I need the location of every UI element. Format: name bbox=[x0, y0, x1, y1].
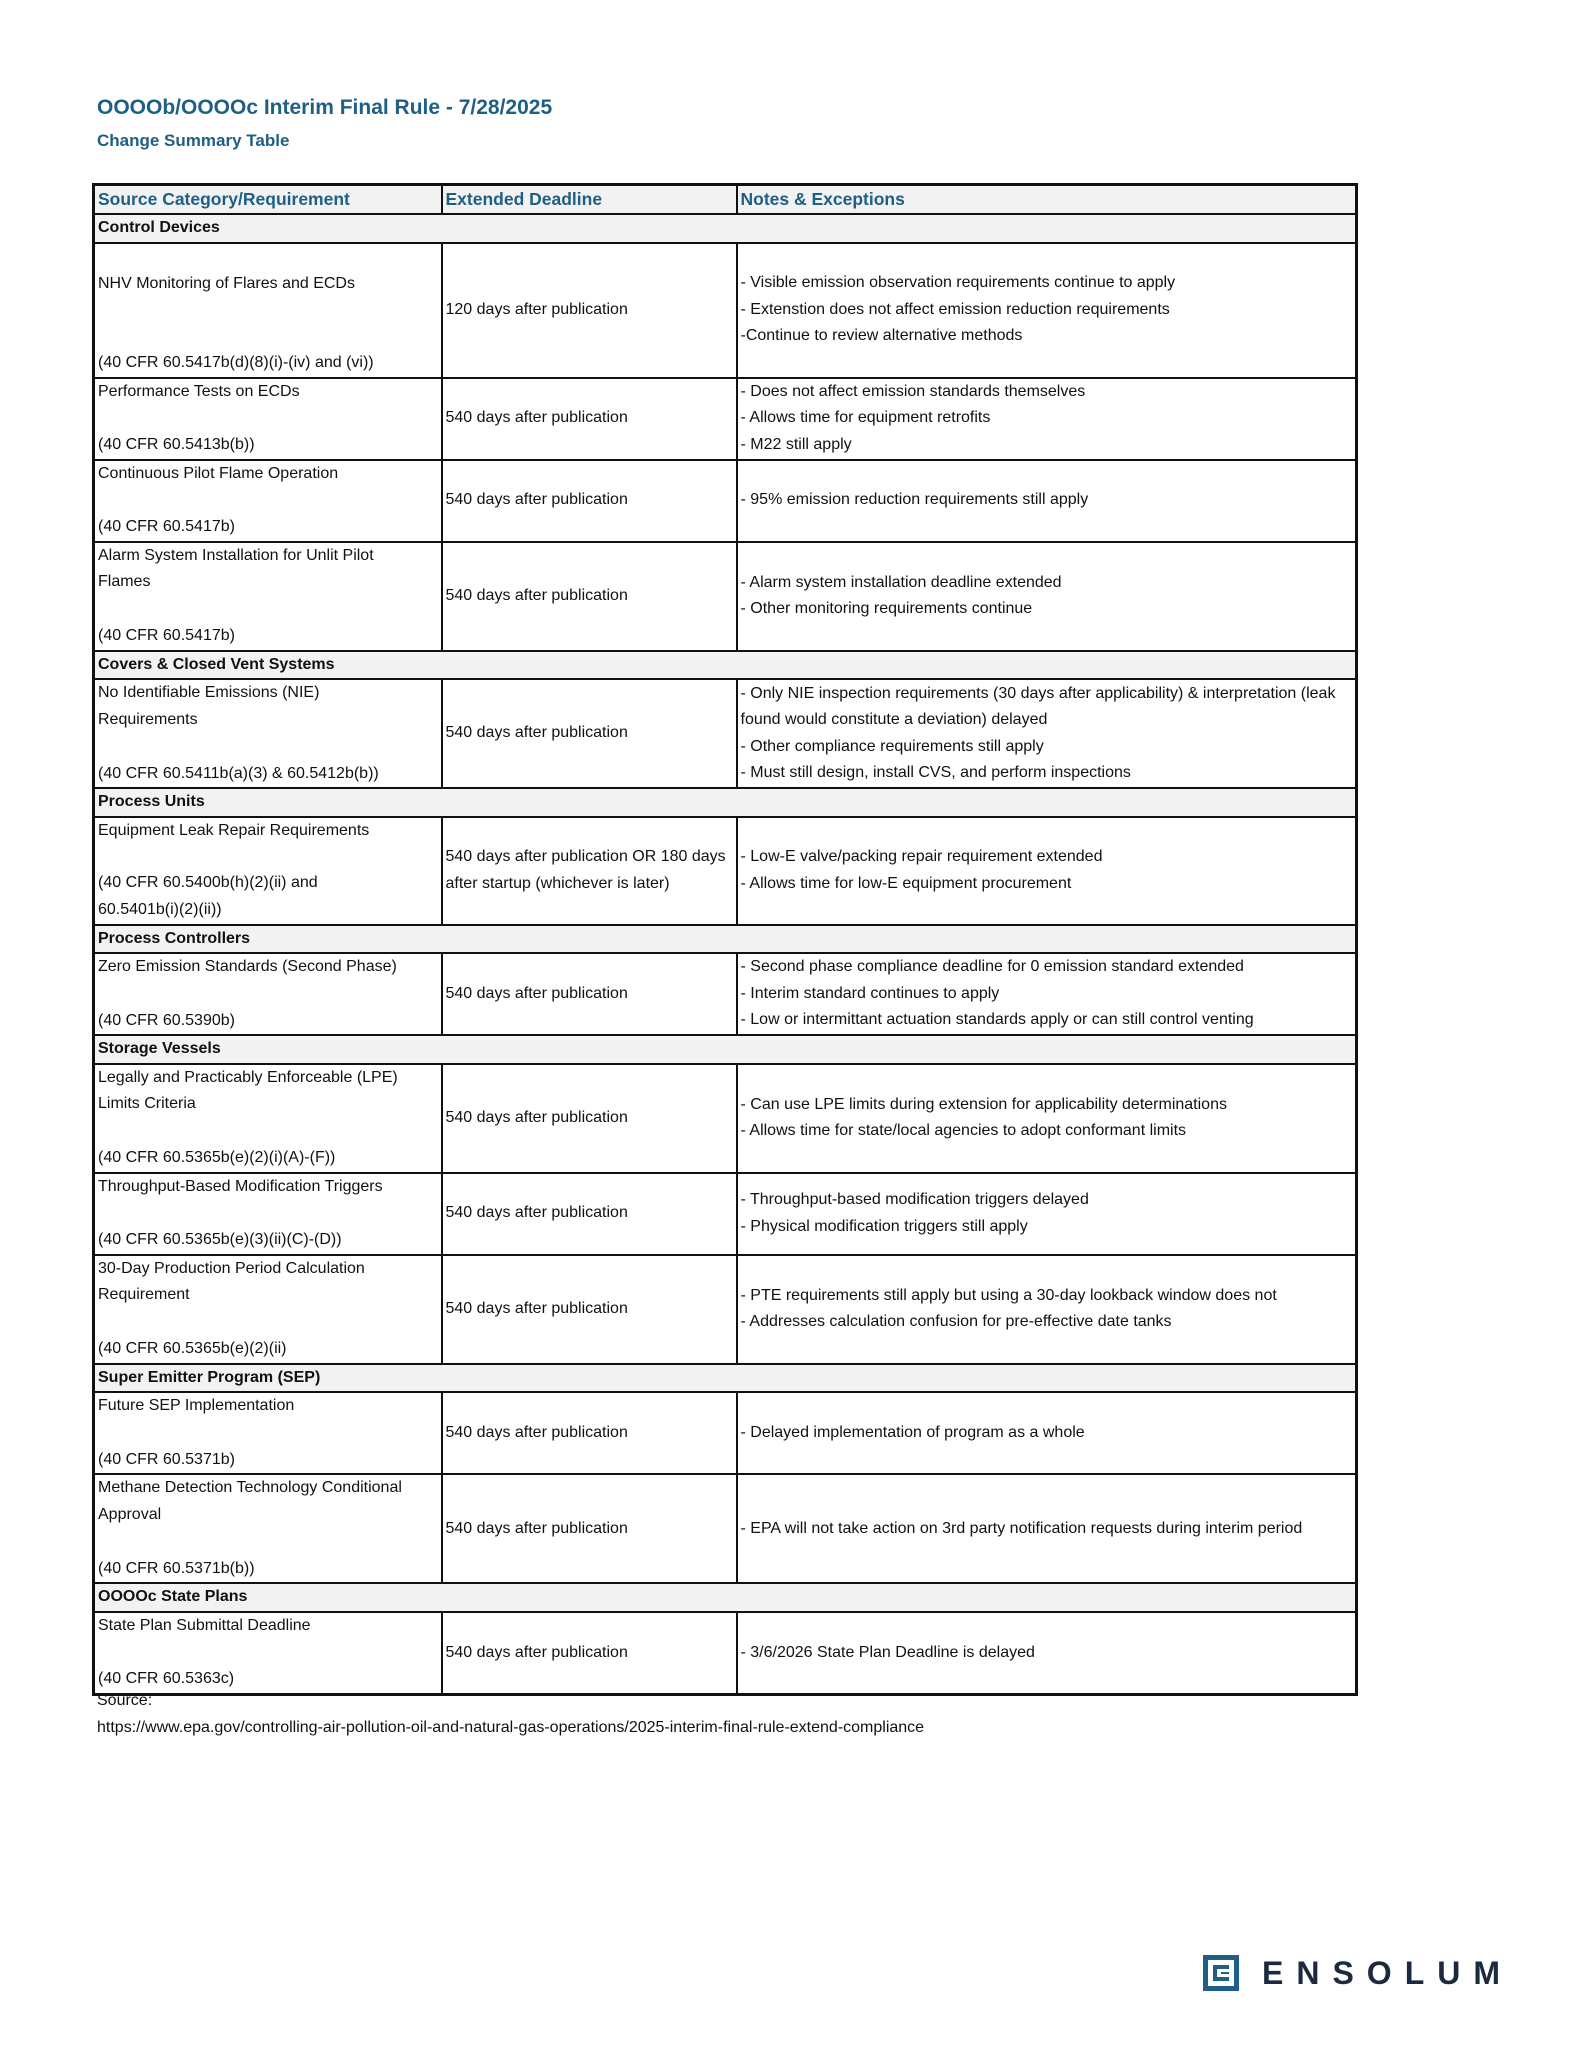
ensolum-logo-icon bbox=[1200, 1952, 1242, 1994]
section-title: OOOOc State Plans bbox=[94, 1583, 1357, 1612]
requirement-name: Legally and Practicably Enforceable (LPE) Limits Criteria bbox=[98, 1068, 398, 1113]
note-line: - PTE requirements still apply but using a 30-day lookback window does not bbox=[740, 1286, 1277, 1304]
header-source-category: Source Category/Requirement bbox=[94, 185, 442, 215]
note-line: - Second phase compliance deadline for 0 emission standard extended bbox=[740, 958, 1244, 976]
page-subtitle: Change Summary Table bbox=[97, 131, 290, 150]
table-row bbox=[94, 542, 1357, 651]
section-row bbox=[94, 788, 1357, 817]
deadline-cell: 540 days after publication bbox=[442, 1064, 737, 1173]
note-line: - Interim standard continues to apply bbox=[740, 984, 1000, 1002]
requirement-cell bbox=[94, 817, 442, 925]
cfr-citation: (40 CFR 60.5390b) bbox=[98, 1011, 235, 1029]
requirement-cell bbox=[94, 1255, 442, 1364]
requirement-name: Methane Detection Technology Conditional Approval bbox=[98, 1479, 402, 1523]
note-line: - Allows time for low-E equipment procurement bbox=[740, 874, 1072, 892]
requirement-cell bbox=[94, 542, 442, 651]
note-line: - Allows time for state/local agencies to adopt conformant limits bbox=[740, 1122, 1187, 1140]
section-row bbox=[94, 214, 1357, 243]
requirement-name: No Identifiable Emissions (NIE) Requirements bbox=[98, 684, 320, 728]
cfr-citation: (40 CFR 60.5417b) bbox=[98, 627, 235, 644]
notes-cell bbox=[737, 1255, 1357, 1364]
table-row bbox=[94, 953, 1357, 1035]
requirement-name: Performance Tests on ECDs bbox=[98, 382, 300, 400]
notes-cell bbox=[737, 817, 1357, 925]
section-title: Control Devices bbox=[94, 214, 1357, 243]
cfr-citation: (40 CFR 60.5365b(e)(2)(ii) bbox=[98, 1340, 287, 1358]
requirement-cell bbox=[94, 243, 442, 378]
requirement-cell bbox=[94, 1173, 442, 1255]
deadline-cell: 540 days after publication bbox=[442, 1255, 737, 1364]
table-row bbox=[94, 1255, 1357, 1364]
cfr-citation: (40 CFR 60.5417b) bbox=[98, 518, 235, 535]
table-row bbox=[94, 1392, 1357, 1474]
note-line: - M22 still apply bbox=[740, 435, 852, 453]
notes-cell bbox=[737, 243, 1357, 378]
note-line: - 95% emission reduction requirements still apply bbox=[740, 491, 1089, 509]
cfr-citation: (40 CFR 60.5417b(d)(8)(i)-(iv) and (vi)) bbox=[98, 354, 374, 371]
section-title: Covers & Closed Vent Systems bbox=[94, 651, 1357, 680]
notes-cell bbox=[737, 679, 1357, 788]
note-line: - Only NIE inspection requirements (30 days after applicability) & interpretation (leak found would constitute a deviation) delayed bbox=[740, 684, 1336, 729]
requirement-name: Zero Emission Standards (Second Phase) bbox=[98, 958, 397, 976]
source-note bbox=[97, 1688, 924, 1741]
notes-cell bbox=[737, 1064, 1357, 1173]
cfr-citation: (40 CFR 60.5371b) bbox=[98, 1450, 235, 1468]
cfr-citation: (40 CFR 60.5400b(h)(2)(ii) and 60.5401b(i)(2)(ii)) bbox=[98, 874, 318, 918]
deadline-cell: 540 days after publication bbox=[442, 1392, 737, 1474]
table-row bbox=[94, 460, 1357, 542]
requirement-name: Alarm System Installation for Unlit Pilot Flames bbox=[98, 546, 374, 591]
note-line: -Continue to review alternative methods bbox=[740, 327, 1023, 345]
notes-cell bbox=[737, 1173, 1357, 1255]
deadline-cell: 540 days after publication bbox=[442, 1612, 737, 1695]
note-line: - Low or intermittant actuation standards apply or can still control venting bbox=[740, 1011, 1254, 1029]
table-row bbox=[94, 1474, 1357, 1583]
table-row bbox=[94, 1173, 1357, 1255]
note-line: - Delayed implementation of program as a whole bbox=[740, 1424, 1085, 1442]
requirement-name: Future SEP Implementation bbox=[98, 1397, 295, 1415]
company-logo bbox=[1200, 1952, 1513, 1994]
requirement-cell bbox=[94, 953, 442, 1035]
source-label: Source: bbox=[97, 1692, 153, 1709]
deadline-cell: 540 days after publication bbox=[442, 542, 737, 651]
note-line: - Low-E valve/packing repair requirement extended bbox=[740, 848, 1103, 866]
notes-cell bbox=[737, 1392, 1357, 1474]
table-row bbox=[94, 817, 1357, 925]
table-row bbox=[94, 1612, 1357, 1695]
cfr-citation: (40 CFR 60.5371b(b)) bbox=[98, 1559, 255, 1577]
requirement-name: NHV Monitoring of Flares and ECDs bbox=[98, 274, 355, 292]
source-url: https://www.epa.gov/controlling-air-pollution-oil-and-natural-gas-operations/2025-interim-final-rule-extend-compliance bbox=[97, 1718, 925, 1736]
requirement-name: 30-Day Production Period Calculation Requirement bbox=[98, 1259, 365, 1304]
note-line: - Allows time for equipment retrofits bbox=[740, 409, 991, 427]
section-title: Storage Vessels bbox=[94, 1035, 1357, 1064]
deadline-cell: 120 days after publication bbox=[442, 243, 737, 378]
requirement-cell bbox=[94, 460, 442, 542]
note-line: - Alarm system installation deadline extended bbox=[740, 573, 1062, 591]
note-line: - Other compliance requirements still apply bbox=[740, 737, 1044, 755]
note-line: - Visible emission observation requirements continue to apply bbox=[740, 274, 1176, 292]
cfr-citation: (40 CFR 60.5363c) bbox=[98, 1670, 235, 1688]
note-line: - Other monitoring requirements continue bbox=[740, 600, 1033, 618]
section-row bbox=[94, 1583, 1357, 1612]
section-row bbox=[94, 1035, 1357, 1064]
header-extended-deadline: Extended Deadline bbox=[442, 185, 737, 215]
requirement-cell bbox=[94, 679, 442, 788]
section-title: Process Units bbox=[94, 788, 1357, 817]
table-row bbox=[94, 1064, 1357, 1173]
requirement-cell bbox=[94, 1392, 442, 1474]
cfr-citation: (40 CFR 60.5413b(b)) bbox=[98, 436, 255, 453]
deadline-cell: 540 days after publication bbox=[442, 378, 737, 460]
notes-cell bbox=[737, 460, 1357, 542]
deadline-cell: 540 days after publication bbox=[442, 953, 737, 1035]
deadline-cell: 540 days after publication bbox=[442, 679, 737, 788]
note-line: - Can use LPE limits during extension for applicability determinations bbox=[740, 1095, 1227, 1113]
note-line: - Addresses calculation confusion for pre-effective date tanks bbox=[740, 1313, 1172, 1331]
note-line: - 3/6/2026 State Plan Deadline is delayed bbox=[740, 1643, 1035, 1661]
note-line: - Extenstion does not affect emission reduction requirements bbox=[740, 300, 1170, 318]
deadline-cell: 540 days after publication bbox=[442, 1474, 737, 1583]
note-line: - Must still design, install CVS, and perform inspections bbox=[740, 764, 1131, 782]
section-row bbox=[94, 925, 1357, 954]
page-title: OOOOb/OOOOc Interim Final Rule - 7/28/2025 bbox=[97, 96, 553, 119]
cfr-citation: (40 CFR 60.5365b(e)(3)(ii)(C)-(D)) bbox=[98, 1231, 342, 1249]
notes-cell bbox=[737, 378, 1357, 460]
cfr-citation: (40 CFR 60.5411b(a)(3) & 60.5412b(b)) bbox=[98, 764, 379, 782]
requirement-name: Continuous Pilot Flame Operation bbox=[98, 464, 339, 482]
note-line: - EPA will not take action on 3rd party notification requests during interim period bbox=[740, 1519, 1303, 1537]
table-row bbox=[94, 378, 1357, 460]
table-row bbox=[94, 679, 1357, 788]
requirement-cell bbox=[94, 1612, 442, 1695]
requirement-cell bbox=[94, 1474, 442, 1583]
note-line: - Does not affect emission standards themselves bbox=[740, 382, 1086, 400]
table-header-row bbox=[94, 185, 1357, 215]
header-notes-exceptions: Notes & Exceptions bbox=[737, 185, 1357, 215]
deadline-cell: 540 days after publication bbox=[442, 460, 737, 542]
section-row bbox=[94, 651, 1357, 680]
notes-cell bbox=[737, 1474, 1357, 1583]
section-row bbox=[94, 1364, 1357, 1393]
notes-cell bbox=[737, 542, 1357, 651]
requirement-cell bbox=[94, 378, 442, 460]
note-line: - Throughput-based modification triggers delayed bbox=[740, 1191, 1089, 1209]
section-title: Super Emitter Program (SEP) bbox=[94, 1364, 1357, 1393]
note-line: - Physical modification triggers still apply bbox=[740, 1217, 1028, 1235]
change-summary-table bbox=[92, 183, 1358, 1696]
requirement-cell bbox=[94, 1064, 442, 1173]
table-row bbox=[94, 243, 1357, 378]
deadline-cell: 540 days after publication OR 180 days after startup (whichever is later) bbox=[442, 817, 737, 925]
notes-cell bbox=[737, 953, 1357, 1035]
section-title: Process Controllers bbox=[94, 925, 1357, 954]
logo-wordmark: ENSOLUM bbox=[1262, 1954, 1513, 1991]
notes-cell bbox=[737, 1612, 1357, 1695]
deadline-cell: 540 days after publication bbox=[442, 1173, 737, 1255]
requirement-name: State Plan Submittal Deadline bbox=[98, 1616, 311, 1634]
requirement-name: Equipment Leak Repair Requirements bbox=[98, 821, 370, 839]
requirement-name: Throughput-Based Modification Triggers bbox=[98, 1177, 383, 1195]
cfr-citation: (40 CFR 60.5365b(e)(2)(i)(A)-(F)) bbox=[98, 1149, 336, 1167]
